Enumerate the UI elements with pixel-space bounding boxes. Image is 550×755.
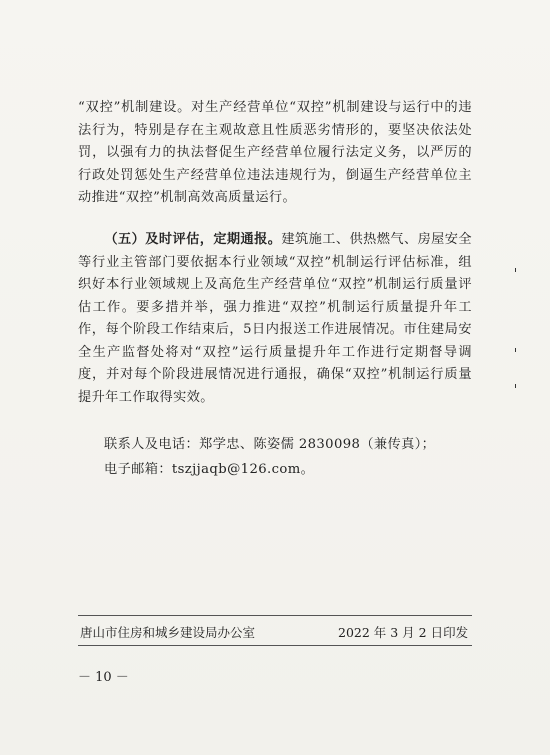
- paragraph-2: [78, 229, 472, 409]
- issuer-name: 唐山市住房和城乡建设局办公室: [80, 625, 256, 640]
- section-heading: （五）及时评估，定期通报。: [104, 232, 282, 247]
- contact-email: 电子邮箱：tszjjaqb@126.com。: [104, 462, 315, 477]
- paragraph-1: “双控”机制建设。对生产经营单位“双控”机制建设与运行中的违法行为，特别是存在主观故意且性质恶劣情形的，要坚决依法处罚，以强有力的执法督促生产经营单位履行法定义务，以严厉的行政处罚惩处生产经营单位违法违规行为，倒逼生产经营单位主动推进“双控”机制高效高质量运行。: [78, 100, 472, 205]
- page-number: － 10 －: [78, 670, 129, 685]
- scan-mark: [515, 268, 516, 272]
- scan-mark: [515, 384, 516, 388]
- scan-mark: [515, 348, 516, 352]
- footer-top-rule: [78, 615, 472, 616]
- contact-phone: 联系人及电话：郑学忠、陈姿儒 2830098（兼传真）；: [104, 437, 436, 452]
- footer-bottom-rule: [78, 645, 472, 646]
- section-body: 建筑施工、供热燃气、房屋安全等行业主管部门要依据本行业领域“双控”机制运行评估标准，组织好本行业领域规上及高危生产经营单位“双控”机制运行质量评估工作。要多措并举，强力推进“双控”机制运行质量提升年工作，每个阶段工作结束后，5日内报送工作进展情况。市住建局安全生产监督处将对“双控”运行质量提升年工作进行定期督导调度，并对每个阶段进展情况进行通报，确保“双控”机制运行质量提升年工作取得实效。: [78, 232, 472, 405]
- issue-date: 2022 年 3 月 2 日印发: [338, 625, 469, 640]
